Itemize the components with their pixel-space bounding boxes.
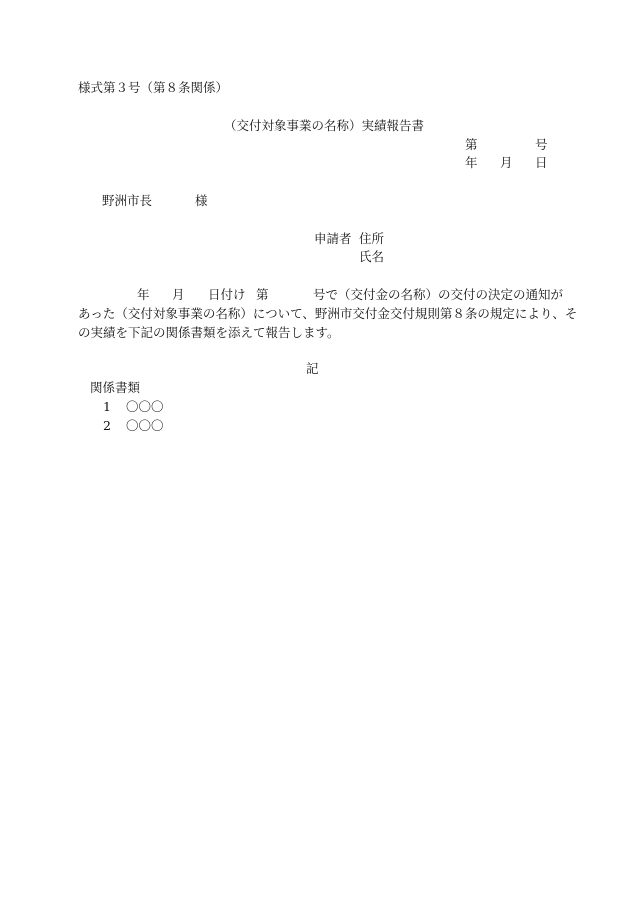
body-line1-rest: 号で（交付金の名称）の交付の決定の通知が bbox=[313, 287, 564, 302]
attachment-text: 〇〇〇 bbox=[126, 418, 164, 433]
attachment-number: 2 bbox=[103, 418, 111, 433]
attachments-heading: 関係書類 bbox=[90, 380, 141, 395]
body-year: 年 bbox=[137, 287, 150, 302]
date-year: 年 bbox=[465, 155, 478, 170]
attachment-number: 1 bbox=[103, 399, 111, 414]
form-number: 様式第３号（第８条関係） bbox=[78, 80, 229, 95]
body-dai: 第 bbox=[256, 287, 269, 302]
attachment-text: 〇〇〇 bbox=[126, 399, 164, 414]
date-month: 月 bbox=[500, 155, 513, 170]
body-line2: あった（交付対象事業の名称）について、野洲市交付金交付規則第８条の規定により、そ bbox=[78, 306, 578, 321]
doc-number-dai: 第 bbox=[465, 137, 478, 152]
document-title: （交付対象事業の名称）実績報告書 bbox=[224, 118, 425, 133]
applicant-label: 申請者 bbox=[314, 231, 352, 246]
body-dated: 日付け bbox=[208, 287, 246, 302]
addressee-name: 野洲市長 bbox=[102, 193, 153, 208]
applicant-name-label: 氏名 bbox=[359, 249, 385, 264]
doc-number-go: 号 bbox=[535, 137, 548, 152]
addressee-honorific: 様 bbox=[195, 193, 208, 208]
applicant-address-label: 住所 bbox=[359, 231, 385, 246]
date-day: 日 bbox=[535, 155, 548, 170]
body-month: 月 bbox=[172, 287, 185, 302]
body-line3: の実績を下記の関係書類を添えて報告します。 bbox=[78, 325, 340, 340]
ki-heading: 記 bbox=[306, 361, 319, 376]
